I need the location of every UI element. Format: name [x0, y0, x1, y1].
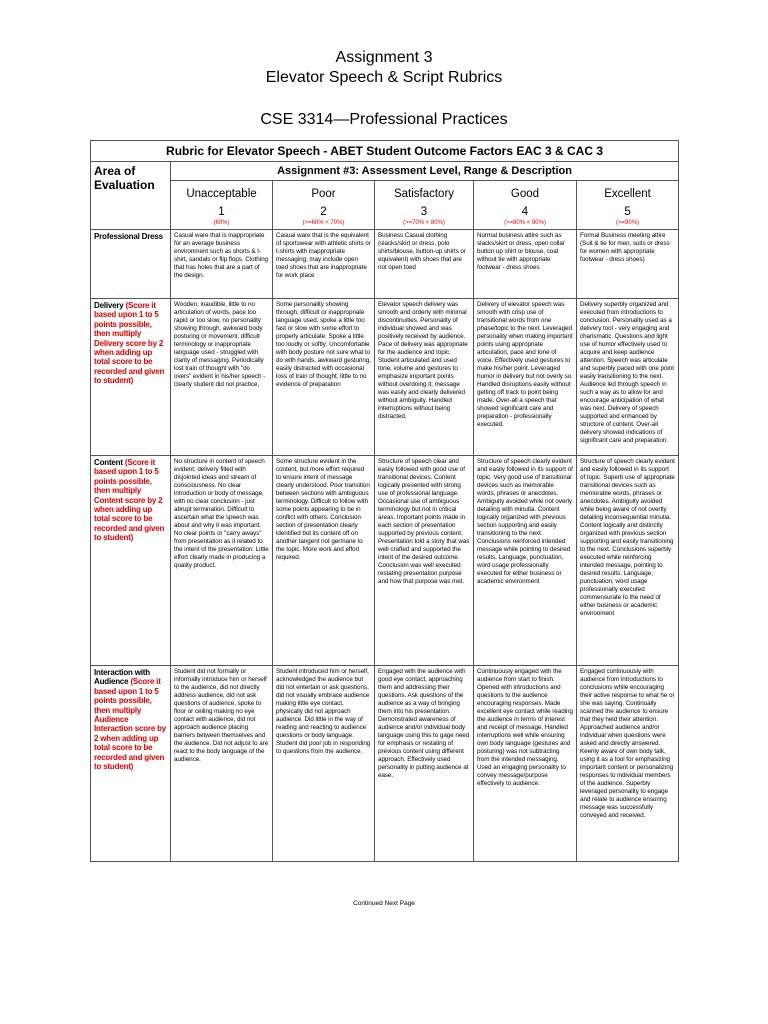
rubric-cell: Casual ware that is the equivalent of sportswear with athletic shirts or t-shirts with inappropriate messaging; may include open toed shoes that are inappropriate for work place: [273, 230, 375, 299]
criterion-name: Professional Dress: [94, 232, 163, 241]
level-range: (>=90%): [616, 220, 640, 226]
level-range: (>=70% < 80%): [403, 220, 445, 226]
criterion-name: Interaction with Audience: [94, 668, 150, 687]
rubric-cell: Business Casual clothing (slacks/skirt or dress, polo shirts/blouse, button-up shirts or equivalent) with shoes that are not open toed: [375, 230, 474, 299]
criterion-cell: [91, 456, 171, 666]
rubric-cell: Structure of speech clearly evident and easily followed in its support of topic. Superb use of appropriate transitional devices such as memorable words, phrases or anecdotes. Ambiguity avoided while being aware of not overtly detailing inconsequential minutia. Content logically and distinctly organized with previous section supporting and easily transitioning to the next. Conclusions superbly executed while reinforcing intended message, pointing to desired results. Language, punctuation, word usage professionally executed commensurate to the need of either business or academic environment: [577, 456, 679, 666]
criterion-name: Content: [94, 458, 123, 467]
level-number: 5: [624, 206, 631, 218]
rubric-row-content: [91, 456, 679, 666]
level-header-satisfactory: [375, 181, 474, 230]
rubric-cell: Engaged with the audience with good eye contact, approaching them and addressing their questions. Ask questions of the audience as a way of bringing them into his presentation. Demonstrated awareness of audience and/or individual body language using this to gage need for emphasis or restating of previous content using different approach. Effectively used personality in putting audience at ease.: [375, 666, 474, 862]
rubric-cell: Delivery of elevator speech was smooth with crisp use of transitional words from one phase/topic to the next. Leveraged personality when making important points using appropriate articulation, pace and tone of voice. Effectively used gestures to make his/her point. Leveraged humor in delivery but not overly so. Handled disruptions easily without getting off track to point being made. Over-all a speech that showed significant care and preparation - professionally executed.: [474, 299, 577, 456]
criterion-cell: [91, 299, 171, 456]
level-name: Good: [510, 188, 540, 200]
level-header-unacceptable: [171, 181, 273, 230]
level-range: (>=80% < 90%): [504, 220, 546, 226]
criterion-note: (Score it based upon 1 to 5 points possible, then multiply Content score by 2 when adding up total score to be recorded and given to student): [94, 458, 165, 543]
course-title: CSE 3314—Professional Practices: [260, 111, 508, 128]
continued-next-page-note: Continued Next Page: [353, 900, 415, 907]
criterion-cell: [91, 666, 171, 862]
rubric-banner: Rubric for Elevator Speech - ABET Student Outcome Factors EAC 3 & CAC 3: [91, 141, 679, 162]
rubric-cell: No structure in content of speech evident; delivery filled with disjointed ideas and stream of consciousness. No clear introduction or body of message, with no clear conclusion - just abrupt termination. Difficult to ascertain what the speech was about and why it was important. No clear points or "carry aways" from presentation as it related to the intent of the presentation. Little effort clearly made in producing a quality product.: [171, 456, 273, 666]
criterion-cell: [91, 230, 171, 299]
level-range: (>=60% < 70%): [302, 220, 345, 226]
level-header-good: [474, 181, 577, 230]
criterion-name: Delivery: [94, 301, 124, 310]
rubric-cell: Student introduced him or herself, acknowledged the audience but did not entertain or ask questions, did not visually embrace audience making little eye contact, physically did not approach audience. Did little in the way of reading and reacting to audience questions or body language. Student did poor job in responding to questions from the audience.: [273, 666, 375, 862]
level-number: 2: [320, 206, 327, 218]
level-header-poor: [273, 181, 375, 230]
level-number: 3: [420, 206, 428, 218]
criterion-note: (Score it based upon 1 to 5 points possible, then multiply Audience Interaction score by 2 when adding up total score to be recorded and given to student): [94, 677, 167, 772]
rubric-cell: Elevator speech delivery was smooth and orderly with minimal discontinuities. Personality of individual showed and was positively received by audience. Pace of delivery was appropriate for the audience and topic. Student articulated and used tone, volume and gestures to emphasize important points without overdoing it; message was easily and clearly delivered without ambiguity. Handled interruptions without being distracted.: [375, 299, 474, 456]
rubric-cell: Delivery superbly organized and executed from introductions to conclusion. Personality used as a delivery tool - very engaging and charismatic. Questions and light use of humor effectively used to acquire and keep audience attention. Speech was articulate and superbly paced with one point easily transitioning to the next. Audience led through speech in such a way as to allow for and encourage anticipation of what was next. Delivery of speech supported and enhanced by structure of content. Over-all delivery showed indications of significant care and preparation.: [577, 299, 679, 456]
rubric-cell: Structure of speech clearly evident and easily followed in its support of topic. Very good use of transitional devices such as memorable words, phrases or anecdotes. Ambiguity avoided while not overly detailing with minutia. Content logically organized with previous section supporting and easily transitioning to the next. Conclusions reinforced intended message while pointing to desired results. Language, punctuation, word usage professionally executed for either business or academic environment: [474, 456, 577, 666]
rubric-cell: Normal business attire such as slacks/skirt or dress, open collar button up shirt or blouse, coat without tie with appropriate footwear - dress shoes: [474, 230, 577, 299]
rubric-cell: Formal Business meeting attire (Suit & tie for men, suits or dress for women with appropriate footwear - dress shoes): [577, 230, 679, 299]
level-name: Unacceptable: [186, 188, 257, 200]
level-number: 1: [218, 206, 225, 218]
level-header-excellent: [577, 181, 679, 230]
rubric-row-professional-dress: [91, 230, 679, 299]
rubric-row-delivery: [91, 299, 679, 456]
rubric-row-interaction-with-audience: [91, 666, 679, 862]
rubric-cell: Engaged continuously with audience from introductions to conclusions while encouraging their active response to what he or she was saying. Continually scanned the audience to ensure that they held their attention. Approached audience and/or individual when questions were asked and directly answered. Keenly aware of own body talk, using it as a tool for emphasizing important content or personalizing responses to individual members of the audience. Superbly leveraged personality to engage and relate to audience ensuring message was successfully conveyed and received.: [577, 666, 679, 862]
criterion-note: (Score it based upon 1 to 5 points possible, then multiply Delivery score by 2 when adding up total score to be recorded and given to student): [94, 301, 165, 386]
level-name: Poor: [311, 188, 336, 200]
rubric-cell: Wooden, inaudible, little to no articulation of words, pace too rapid or too slow, no personality showing through, awkward body posturing or movement, difficult terminology or inappropriate language used - struggled with clarity of messaging. Periodically lost train of thought with "do overs" evident in his/her speech - clearly student did not practice,: [171, 299, 273, 456]
level-range: (60%): [213, 220, 230, 226]
level-number: 4: [521, 206, 529, 218]
level-name: Satisfactory: [393, 188, 455, 200]
rubric-cell: Structure of speech clear and easily followed with good use of transitional devices. Content logically presented with strong use of professional language. Occasional use of ambiguous terminology but not in critical areas. Important points made in each section of presentation supported by previous content. Presentation told a story that was well crafted and supported the intent of the desired outcome. Conclusion was well executed restating presentation purpose and how that purpose was met.: [375, 456, 474, 666]
rubric-table: [90, 140, 679, 862]
level-name: Excellent: [604, 188, 651, 200]
rubric-cell: Casual ware that is inappropriate for an average business environment such as shorts & t-shirt, sandals or flip flops. Clothing that has holes that are a part of the design.: [171, 230, 273, 299]
rubric-cell: Some personality showing through, difficult or inappropriate language used, spoke a little too fast or slow with some effort to properly articulate. Spoke a little too loudly or softly; Uncomfortable with body posture not sure what to do with hands, awkward gesturing, easily distracted with occasional loss of train of thought, little to no evidence of preparation: [273, 299, 375, 456]
rubric-cell: Student did not formally or informally introduce him or herself to the audience, did not directly address audience, did not ask questions of audience, spoke to floor or ceiling making no eye contact with audience, did not approach audience placing barriers between themselves and the audience. Did not adjust to are react to the body language of the audience.: [171, 666, 273, 862]
assessment-level-header: Assignment #3: Assessment Level, Range & Description: [171, 162, 679, 181]
rubric-cell: Continuously engaged with the audience from start to finish. Opened with introductions and questions to the audience encouraging responses. Made excellent eye contact while reading the audience in terms of interest and receipt of message. Handled interruptions well while ensuring own body language (gestures and posturing) was not subtracting from the intended messaging. Used an engaging personality to convey message/purpose effectively to audience.: [474, 666, 577, 862]
doc-title-line1: Assignment 3: [335, 49, 433, 66]
doc-title-line2: Elevator Speech & Script Rubrics: [265, 69, 503, 86]
area-of-evaluation-header: Area of Evaluation: [91, 162, 171, 230]
rubric-cell: Some structure evident in the content, but more effort required to ensure intent of message clearly understood. Poor transition between sections with ambiguous terminology. Difficult to follow with some points appearing to be in conflict with others. Conclusion section of presentation clearly identified but its content off on another tangent not germane to the topic. More work and effort required.: [273, 456, 375, 666]
